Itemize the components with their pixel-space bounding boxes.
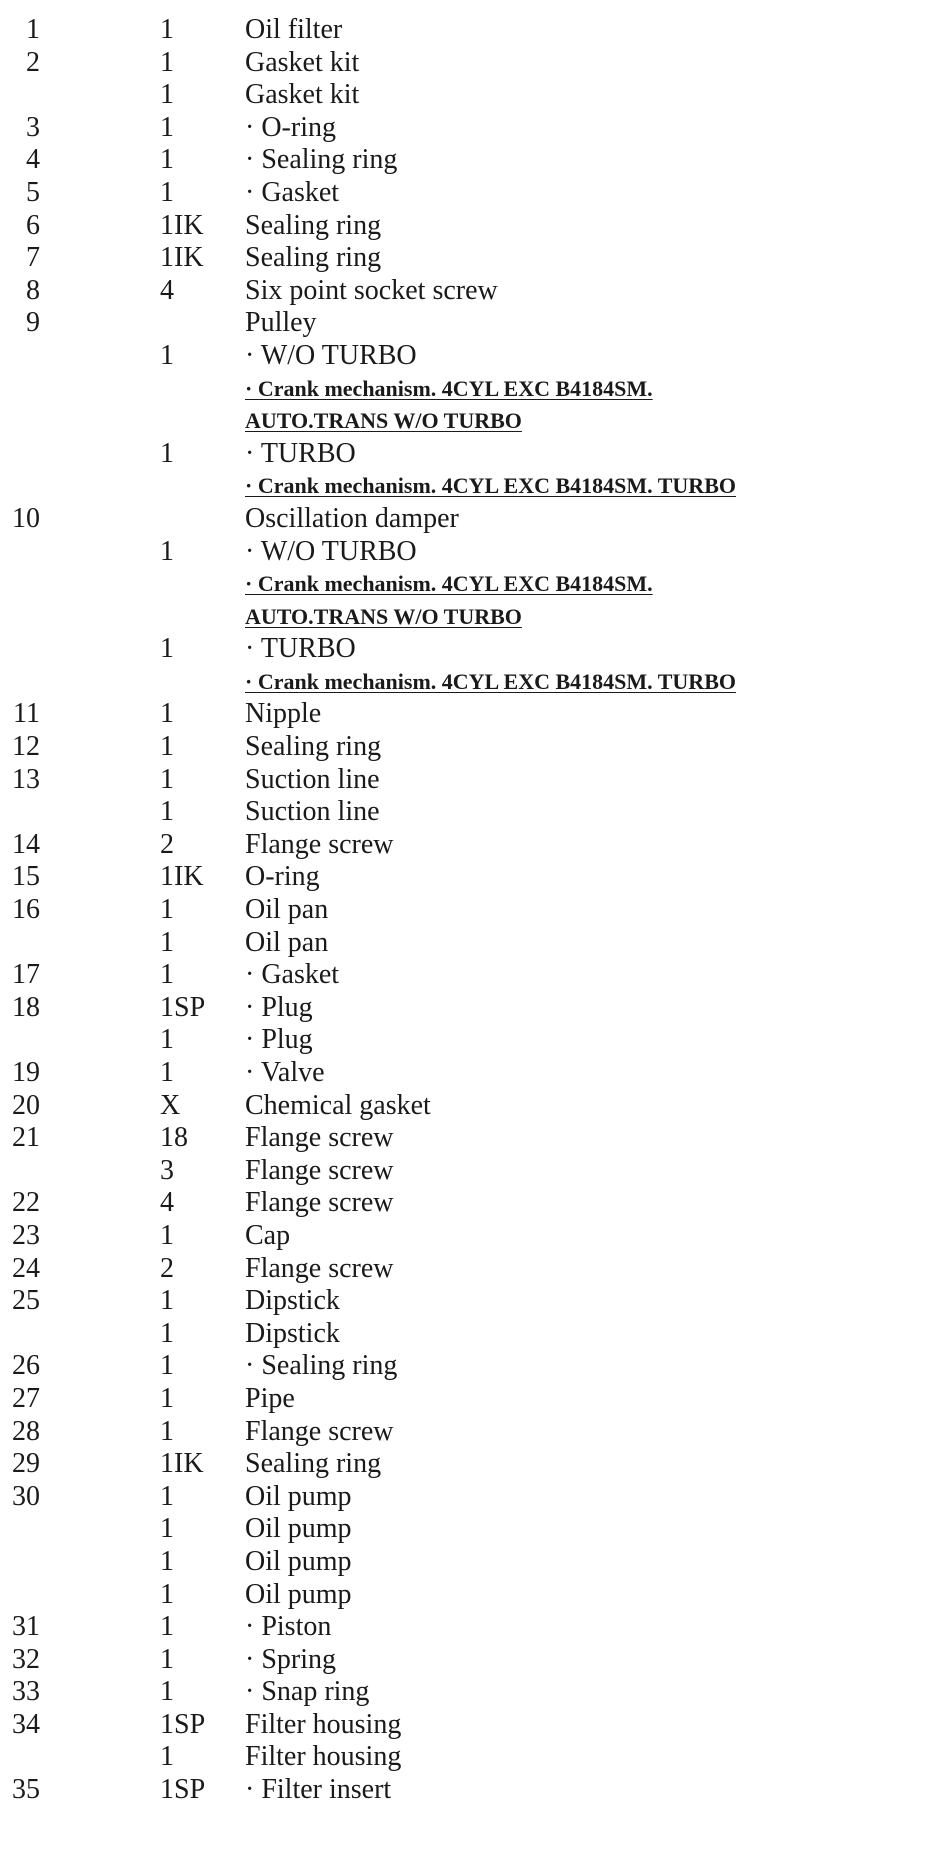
parts-row xyxy=(0,177,928,210)
part-description: · O-ring xyxy=(245,111,336,143)
parts-row xyxy=(0,1350,928,1383)
parts-row xyxy=(0,1090,928,1123)
parts-row xyxy=(0,861,928,894)
parts-row xyxy=(0,503,928,536)
parts-row xyxy=(0,1024,928,1057)
parts-row xyxy=(0,470,928,503)
position-number: 11 xyxy=(13,698,40,730)
parts-row xyxy=(0,1057,928,1090)
part-description: Flange screw xyxy=(245,828,394,860)
parts-row xyxy=(0,1546,928,1579)
position-number: 29 xyxy=(12,1448,40,1480)
parts-row xyxy=(0,536,928,569)
quantity: 1 xyxy=(160,1480,174,1512)
quantity: 1 xyxy=(160,633,174,665)
quantity: 1 xyxy=(160,926,174,958)
part-description: Dipstick xyxy=(245,1285,340,1317)
parts-row xyxy=(0,112,928,145)
position-number: 18 xyxy=(12,991,40,1023)
quantity: 1IK xyxy=(160,1448,204,1480)
quantity: 1 xyxy=(160,176,174,208)
part-description: Chemical gasket xyxy=(245,1089,431,1121)
part-description: Sealing ring xyxy=(245,209,382,241)
quantity: 1SP xyxy=(160,991,206,1023)
quantity: 1IK xyxy=(160,209,204,241)
position-number: 7 xyxy=(26,242,40,274)
position-number: 14 xyxy=(12,828,40,860)
part-description: · Valve xyxy=(245,1057,325,1088)
position-number: 6 xyxy=(26,209,40,241)
part-description: · TURBO xyxy=(245,633,356,665)
position-number: 25 xyxy=(12,1285,40,1317)
part-description: · Plug xyxy=(245,991,313,1023)
parts-row xyxy=(0,47,928,80)
application-note: AUTO.TRANS W/O TURBO xyxy=(245,603,522,629)
parts-row xyxy=(0,1122,928,1155)
quantity: 1 xyxy=(160,1415,174,1447)
position-number: 32 xyxy=(12,1643,40,1675)
parts-row xyxy=(0,1741,928,1774)
position-number: 15 xyxy=(12,861,40,893)
position-number: 17 xyxy=(12,959,40,991)
parts-row xyxy=(0,340,928,373)
parts-row xyxy=(0,1285,928,1318)
parts-row xyxy=(0,275,928,308)
application-note: · Crank mechanism. 4CYL EXC B4184SM. xyxy=(245,571,653,597)
parts-row xyxy=(0,1416,928,1449)
parts-row xyxy=(0,14,928,47)
position-number: 5 xyxy=(26,176,40,208)
part-description: Pipe xyxy=(245,1382,295,1414)
part-description: Sealing ring xyxy=(245,242,382,274)
part-description: · W/O TURBO xyxy=(245,339,417,371)
part-description: · TURBO xyxy=(245,437,356,469)
quantity: 1 xyxy=(160,535,174,567)
parts-row xyxy=(0,242,928,275)
part-description: Flange screw xyxy=(245,1187,394,1219)
parts-row xyxy=(0,1774,928,1807)
quantity: 1 xyxy=(160,894,174,926)
position-number: 26 xyxy=(12,1350,40,1382)
parts-row xyxy=(0,1481,928,1514)
position-number: 20 xyxy=(12,1089,40,1121)
quantity: 1SP xyxy=(160,1774,206,1806)
quantity: 1 xyxy=(160,1643,174,1675)
quantity: 18 xyxy=(160,1122,188,1154)
part-description: Filter housing xyxy=(245,1708,402,1740)
quantity: 1 xyxy=(160,959,174,991)
part-description: Oil pump xyxy=(245,1480,352,1512)
part-description: Six point socket screw xyxy=(245,274,498,306)
part-description: Sealing ring xyxy=(245,731,382,763)
position-number: 4 xyxy=(26,144,40,176)
parts-row xyxy=(0,1253,928,1286)
parts-row xyxy=(0,829,928,862)
part-description: Flange screw xyxy=(245,1154,394,1186)
position-number: 21 xyxy=(12,1122,40,1154)
quantity: 1 xyxy=(160,796,174,828)
part-description: Oil pan xyxy=(245,894,329,926)
position-number: 8 xyxy=(26,274,40,306)
part-description: Flange screw xyxy=(245,1252,394,1284)
parts-list xyxy=(0,14,928,1807)
position-number: 31 xyxy=(12,1611,40,1643)
part-description: Filter housing xyxy=(245,1741,402,1773)
parts-row xyxy=(0,731,928,764)
part-description: · Gasket xyxy=(245,959,340,991)
position-number: 12 xyxy=(12,731,40,763)
quantity: 1 xyxy=(160,1578,174,1610)
position-number: 3 xyxy=(26,111,40,143)
part-description: Nipple xyxy=(245,698,322,730)
part-description: · Plug xyxy=(245,1024,313,1056)
parts-row xyxy=(0,1187,928,1220)
position-number: 28 xyxy=(12,1415,40,1447)
part-description: · Filter insert xyxy=(245,1774,392,1806)
part-description: Gasket kit xyxy=(245,79,360,111)
quantity: 1 xyxy=(160,1545,174,1577)
quantity: 1 xyxy=(160,144,174,176)
quantity: 2 xyxy=(160,828,174,860)
parts-row xyxy=(0,927,928,960)
quantity: 1 xyxy=(160,1350,174,1382)
parts-row xyxy=(0,1644,928,1677)
part-description: Gasket kit xyxy=(245,46,360,78)
parts-row xyxy=(0,601,928,634)
parts-row xyxy=(0,373,928,406)
quantity: 4 xyxy=(160,1187,174,1219)
parts-row xyxy=(0,1318,928,1351)
application-note: · Crank mechanism. 4CYL EXC B4184SM. xyxy=(245,375,653,401)
parts-row xyxy=(0,959,928,992)
quantity: 1 xyxy=(160,1676,174,1708)
part-description: · Sealing ring xyxy=(245,1350,398,1382)
part-description: · W/O TURBO xyxy=(245,535,417,567)
position-number: 13 xyxy=(12,763,40,795)
position-number: 35 xyxy=(12,1774,40,1806)
position-number: 9 xyxy=(26,307,40,339)
parts-row xyxy=(0,1155,928,1188)
quantity: 1 xyxy=(160,1057,174,1088)
part-description: Suction line xyxy=(245,763,380,795)
part-description: Oil filter xyxy=(245,14,343,45)
parts-row xyxy=(0,1383,928,1416)
parts-row xyxy=(0,1709,928,1742)
quantity: 1 xyxy=(160,1611,174,1643)
quantity: 2 xyxy=(160,1252,174,1284)
parts-row xyxy=(0,666,928,699)
part-description: Cap xyxy=(245,1219,291,1251)
parts-row xyxy=(0,568,928,601)
quantity: 1 xyxy=(160,1513,174,1545)
parts-row xyxy=(0,79,928,112)
parts-row xyxy=(0,438,928,471)
position-number: 24 xyxy=(12,1252,40,1284)
quantity: 1IK xyxy=(160,242,204,274)
part-description: · Gasket xyxy=(245,176,340,208)
quantity: 3 xyxy=(160,1154,174,1186)
part-description: Dipstick xyxy=(245,1317,340,1349)
part-description: Suction line xyxy=(245,796,380,828)
part-description: · Sealing ring xyxy=(245,144,398,176)
quantity: 1 xyxy=(160,79,174,111)
quantity: 4 xyxy=(160,274,174,306)
application-note: · Crank mechanism. 4CYL EXC B4184SM. TURBO xyxy=(245,473,736,499)
quantity: 1 xyxy=(160,14,174,45)
parts-row xyxy=(0,992,928,1025)
parts-row xyxy=(0,796,928,829)
parts-row xyxy=(0,405,928,438)
parts-row xyxy=(0,307,928,340)
application-note: AUTO.TRANS W/O TURBO xyxy=(245,408,522,434)
part-description: · Piston xyxy=(245,1611,332,1643)
application-note: · Crank mechanism. 4CYL EXC B4184SM. TURBO xyxy=(245,668,736,694)
quantity: 1SP xyxy=(160,1708,206,1740)
part-description: Oil pump xyxy=(245,1545,352,1577)
quantity: 1 xyxy=(160,731,174,763)
parts-row xyxy=(0,1611,928,1644)
part-description: Oil pump xyxy=(245,1513,352,1545)
part-description: Pulley xyxy=(245,307,317,339)
parts-row xyxy=(0,1579,928,1612)
position-number: 10 xyxy=(12,502,40,534)
parts-row xyxy=(0,1448,928,1481)
position-number: 33 xyxy=(12,1676,40,1708)
part-description: Oscillation damper xyxy=(245,502,459,534)
quantity: 1 xyxy=(160,437,174,469)
parts-row xyxy=(0,894,928,927)
parts-row xyxy=(0,144,928,177)
position-number: 27 xyxy=(12,1382,40,1414)
parts-row xyxy=(0,698,928,731)
quantity: 1 xyxy=(160,1219,174,1251)
part-description: Flange screw xyxy=(245,1122,394,1154)
parts-row xyxy=(0,1676,928,1709)
quantity: 1 xyxy=(160,1024,174,1056)
position-number: 1 xyxy=(26,14,40,45)
parts-row xyxy=(0,1220,928,1253)
quantity: 1 xyxy=(160,339,174,371)
quantity: 1 xyxy=(160,1317,174,1349)
position-number: 19 xyxy=(12,1057,40,1088)
quantity: 1IK xyxy=(160,861,204,893)
quantity: 1 xyxy=(160,46,174,78)
position-number: 22 xyxy=(12,1187,40,1219)
part-description: · Spring xyxy=(245,1643,336,1675)
quantity: 1 xyxy=(160,1741,174,1773)
quantity: 1 xyxy=(160,1285,174,1317)
quantity: X xyxy=(160,1089,181,1121)
quantity: 1 xyxy=(160,111,174,143)
parts-row xyxy=(0,633,928,666)
part-description: O-ring xyxy=(245,861,320,893)
quantity: 1 xyxy=(160,1382,174,1414)
quantity: 1 xyxy=(160,698,174,730)
position-number: 2 xyxy=(26,46,40,78)
part-description: Flange screw xyxy=(245,1415,394,1447)
parts-row xyxy=(0,210,928,243)
position-number: 16 xyxy=(12,894,40,926)
quantity: 1 xyxy=(160,763,174,795)
part-description: · Snap ring xyxy=(245,1676,370,1708)
parts-row xyxy=(0,1513,928,1546)
position-number: 23 xyxy=(12,1219,40,1251)
part-description: Oil pan xyxy=(245,926,329,958)
position-number: 34 xyxy=(12,1708,40,1740)
part-description: Sealing ring xyxy=(245,1448,382,1480)
part-description: Oil pump xyxy=(245,1578,352,1610)
parts-row xyxy=(0,764,928,797)
position-number: 30 xyxy=(12,1480,40,1512)
